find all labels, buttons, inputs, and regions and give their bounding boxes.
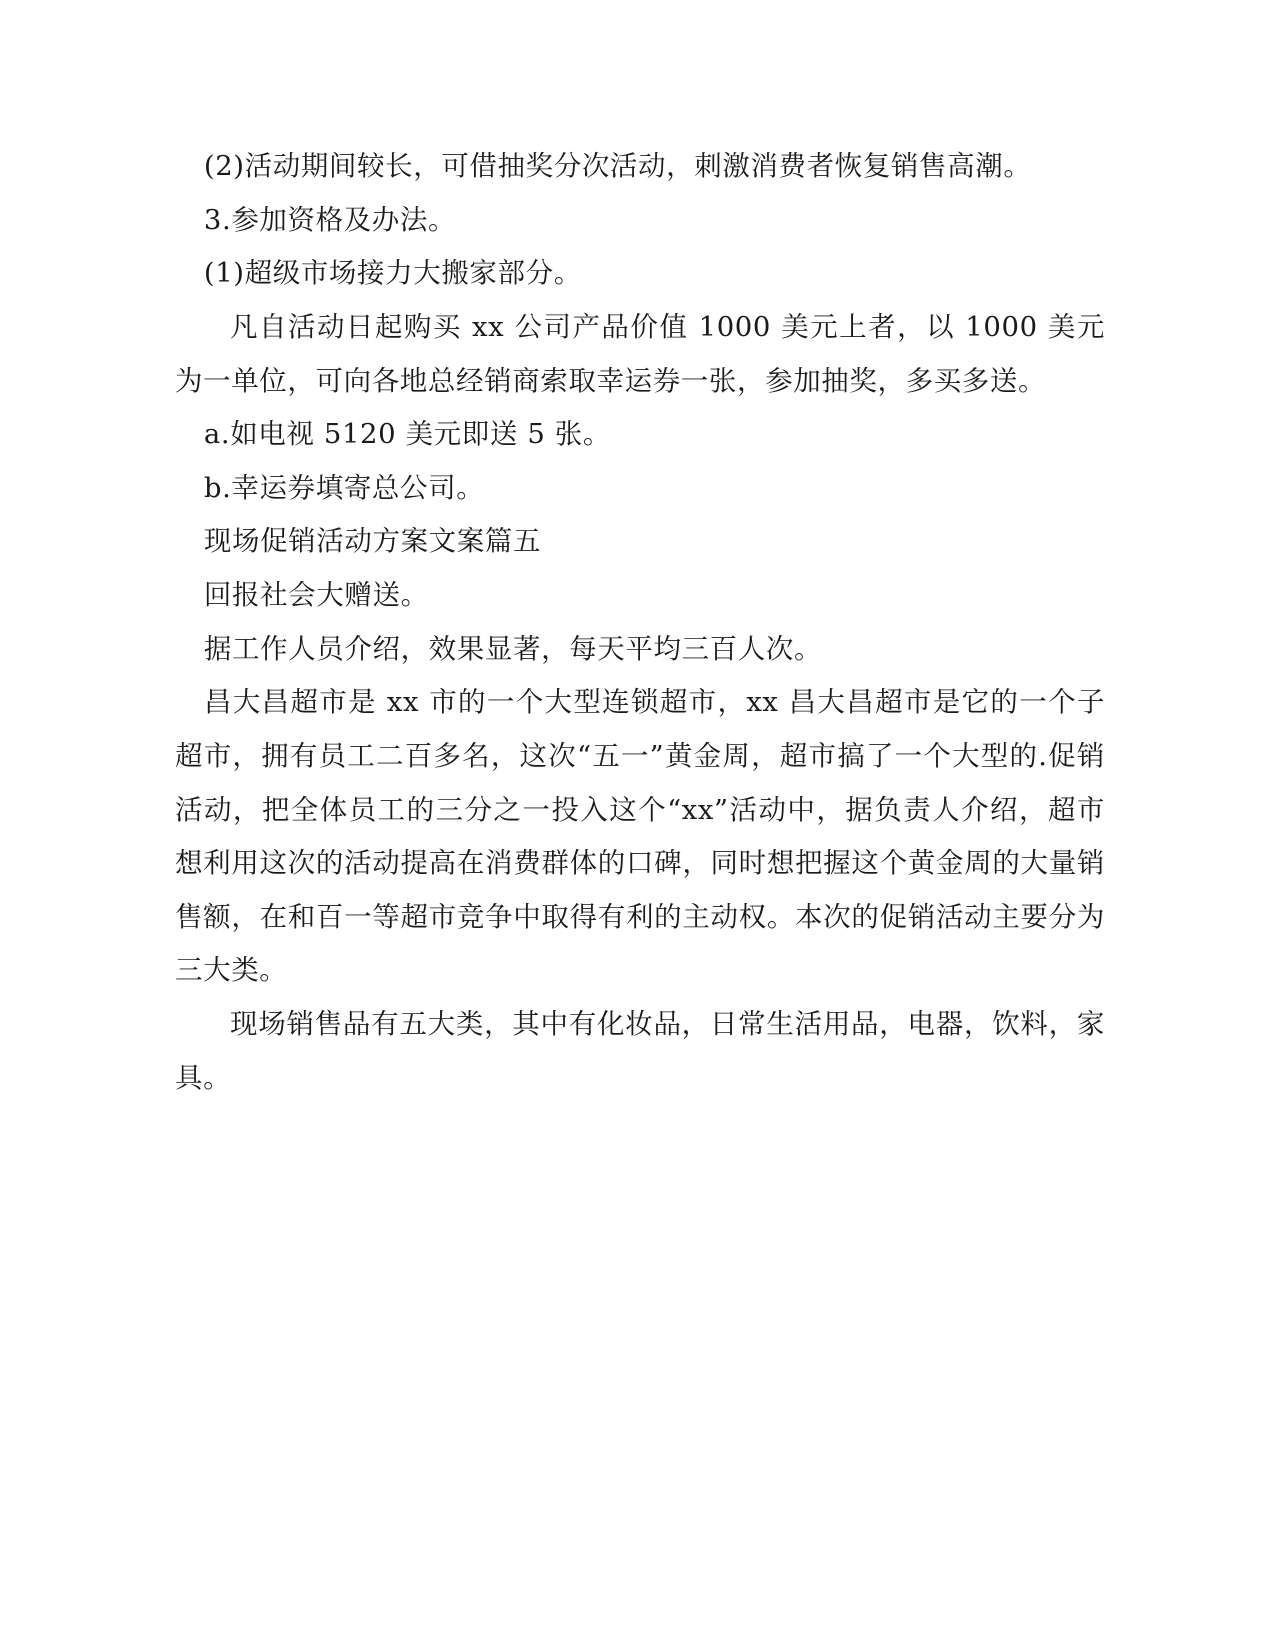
paragraph: (2)活动期间较长，可借抽奖分次活动，刺激消费者恢复销售高潮。 bbox=[203, 150, 1032, 182]
paragraph: b.幸运券填寄总公司。 bbox=[203, 471, 485, 504]
paragraph: 据工作人员介绍，效果显著，每天平均三百人次。 bbox=[203, 632, 823, 665]
section-heading: 现场促销活动方案文案篇五 bbox=[203, 525, 542, 558]
paragraph: 3.参加资格及办法。 bbox=[203, 203, 457, 236]
paragraph: a.如电视 5120 美元即送 5 张。 bbox=[203, 418, 611, 451]
paragraph: 现场销售品有五大类，其中有化妆品，日常生活用品，电器，饮料，家具。 bbox=[175, 1008, 1105, 1094]
paragraph: (1)超级市场接力大搬家部分。 bbox=[203, 257, 582, 290]
document-body bbox=[175, 140, 1105, 1105]
paragraph: 凡自活动日起购买 xx 公司产品价值 1000 美元上者，以 1000 美元为一单位，可向各地总经销商索取幸运券一张，参加抽奖，多买多送。 bbox=[175, 310, 1105, 397]
paragraph: 回报社会大赠送。 bbox=[203, 579, 429, 611]
paragraph: 昌大昌超市是 xx 市的一个大型连锁超市，xx 昌大昌超市是它的一个子超市，拥有员工二百多名，这次“五一”黄金周，超市搞了一个大型的.促销活动，把全体员工的三分之一投入这个“xx”活动中，据负责人介绍，超市想利用这次的活动提高在消费群体的口碑，同时想把握这个黄金周的大量销售额，在和百一等超市竞争中取得有利的主动权。本次的促销活动主要分为三大类。 bbox=[175, 686, 1105, 987]
